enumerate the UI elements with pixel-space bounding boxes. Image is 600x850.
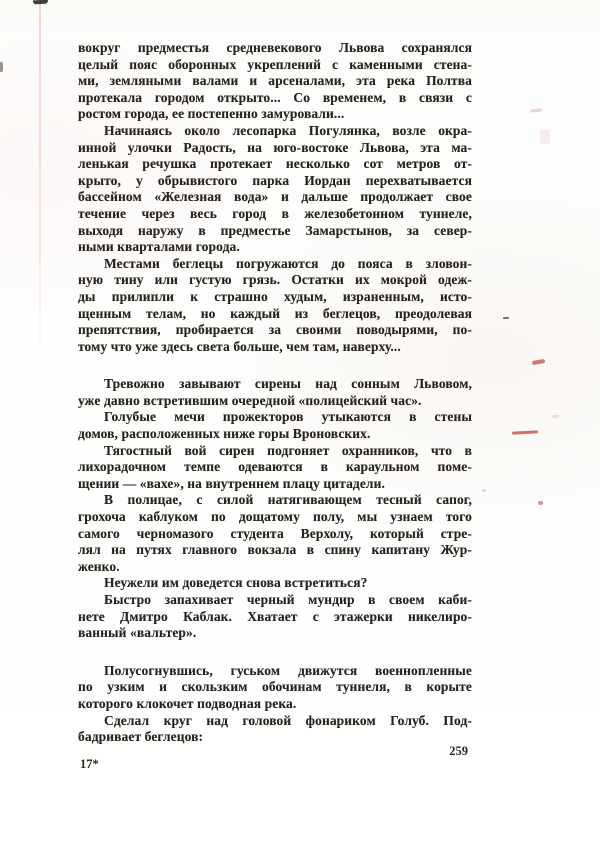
paragraph: [78, 409, 472, 442]
page-number: 259: [449, 744, 468, 758]
paragraph: [78, 256, 472, 356]
text-line: щении — «вахе», на внутреннем плацу цитадели.: [78, 475, 385, 491]
text-line: целый пояс оборонных укреплений с каменными стена-: [78, 56, 472, 72]
pen-mark: [482, 489, 486, 492]
text-line: крыто, у обрывистого парка Иордан перехватывается: [78, 172, 472, 188]
text-line: бассейном «Железная вода» и дальше продолжает свое: [78, 189, 472, 205]
text-line: ды прилипли к страшно худым, израненным, исто-: [78, 288, 472, 304]
text-line: Сделал круг над головой фонариком Голуб. Под-: [104, 712, 472, 728]
text-line: лихорадочном темпе одеваются в караульном поме-: [78, 459, 472, 475]
text-line: Быстро запахивает черный мундир в своем каби-: [104, 592, 472, 607]
pen-mark: [538, 501, 543, 505]
text-line: ленькая речушка протекает несколько сот метров от-: [78, 156, 472, 172]
text-line: Голубые мечи прожекторов утыкаются в стены: [104, 409, 472, 425]
text-line: течение через весь город в железобетонном туннеле,: [78, 205, 472, 221]
text-line: ростом города, ее постепенно замуровали...: [78, 106, 345, 122]
signature-mark: 17*: [80, 757, 99, 771]
text-line: инной улочки Радость, на юго-востоке Львова, эта ма-: [78, 139, 472, 155]
text-line: В полицае, с силой натягивающем тесный сапог,: [104, 492, 472, 508]
pen-mark: [503, 317, 509, 319]
paragraph: [78, 123, 472, 256]
text-line: Местами беглецы погружаются до пояса в зловон-: [104, 255, 472, 271]
pen-mark: [532, 359, 545, 365]
paragraph: [78, 376, 472, 409]
left-edge-tick-mark: [0, 62, 3, 72]
text-line: женко.: [78, 558, 120, 574]
text-line: тому что уже здесь света больше, чем там, наверху...: [78, 338, 401, 354]
text-line: ванный «вальтер».: [78, 625, 197, 641]
text-line: которого клокочет подводная река.: [78, 695, 297, 711]
text-line: ными кварталами города.: [78, 239, 240, 255]
page-text: [78, 40, 472, 746]
text-line: Неужели им доведется снова встретиться?: [104, 575, 368, 591]
text-line: Тягостный вой сирен подгоняет охранников, что в: [104, 442, 472, 458]
pen-mark: [530, 108, 542, 112]
paragraph: [78, 592, 472, 642]
text-line: нете Дмитро Каблак. Хватает с этажерки никелиро-: [78, 608, 472, 624]
page-fold-line: [39, 0, 41, 378]
text-line: Тревожно завывают сирены над сонным Львовом,: [104, 376, 472, 392]
text-line: ную тину или густую грязь. Остатки их мокрой одеж-: [78, 272, 472, 288]
text-line: самого черномазого студента Верхолу, который стре-: [78, 525, 472, 541]
text-line: Полусогнувшись, гуськом движутся военнопленные: [104, 662, 472, 678]
text-line: протекала городом открыто... Со временем, в связи с: [78, 89, 472, 105]
paragraph: [78, 575, 472, 592]
text-line: грохоча каблуком по дощатому полу, мы узнаем того: [78, 509, 472, 525]
text-line: бадривает беглецов:: [78, 729, 204, 745]
paragraph: [78, 713, 472, 746]
pen-mark: [512, 430, 538, 434]
text-line: Начинаясь около лесопарка Погулянка, возле окра-: [104, 122, 472, 138]
text-line: уже давно встретившим очередной «полицейский час».: [78, 392, 422, 408]
text-line: выходя наружу в предместье Замарстынов, за север-: [78, 222, 472, 238]
text-line: лял на путях главного вокзала в спину капитану Жур-: [78, 542, 472, 558]
pen-mark: [552, 415, 559, 418]
text-line: ми, земляными валами и арсеналами, эта река Полтва: [78, 73, 472, 89]
text-line: препятствия, пробирается за своими поводырями, по-: [78, 322, 472, 338]
top-edge-smudge-mark: [33, 0, 48, 4]
paragraph: [78, 40, 472, 123]
paragraph: [78, 492, 472, 575]
text-line: домов, расположенных ниже горы Вроновских.: [78, 426, 371, 442]
text-line: вокруг предместья средневекового Львова сохранялся: [78, 40, 472, 55]
text-line: по узким и скользким обочинам туннеля, в корыте: [78, 679, 472, 695]
paragraph: [78, 663, 472, 713]
text-line: щенным телам, но каждый из беглецов, преодолевая: [78, 305, 472, 321]
paragraph: [78, 443, 472, 493]
pen-mark: [540, 130, 550, 144]
